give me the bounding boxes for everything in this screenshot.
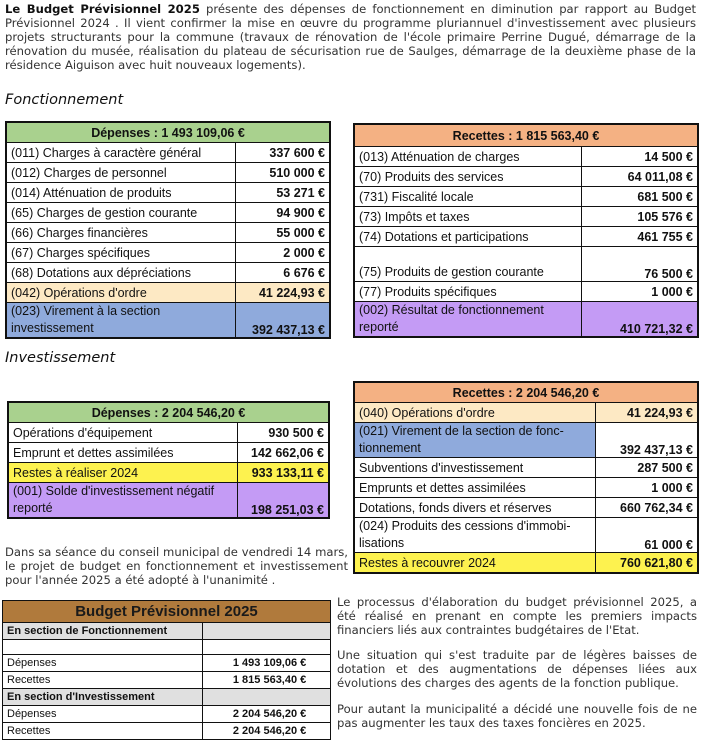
row-value: 930 500 € bbox=[238, 423, 330, 443]
row-label: Opérations d'équipement bbox=[8, 423, 238, 443]
row-label: (70) Produits des services bbox=[354, 167, 582, 187]
row-label: (68) Dotations aux dépréciations bbox=[6, 263, 236, 283]
table-row bbox=[6, 203, 330, 223]
row-label: (731) Fiscalité locale bbox=[354, 187, 582, 207]
fonct-recettes-title: Recettes : 1 815 563,40 € bbox=[354, 124, 698, 147]
row-label: (66) Charges financières bbox=[6, 223, 236, 243]
table-row bbox=[3, 706, 331, 723]
row-value: 94 900 € bbox=[236, 203, 331, 223]
table-row bbox=[354, 187, 698, 207]
row-value: 6 676 € bbox=[236, 263, 331, 283]
heading-fonctionnement: Fonctionnement bbox=[5, 92, 124, 108]
right-paragraph-3: Pour autant la municipalité a décidé une nouvelle fois de ne pas augmenter les taux des taxes foncières en 2025. bbox=[337, 702, 697, 730]
table-row bbox=[354, 498, 698, 518]
row-value: 933 133,11 € bbox=[238, 463, 330, 483]
table-row bbox=[6, 283, 330, 303]
table-row bbox=[3, 723, 331, 740]
table-row bbox=[354, 458, 698, 478]
budget-summary-table bbox=[2, 600, 331, 740]
fonct-depenses-title: Dépenses : 1 493 109,06 € bbox=[6, 122, 330, 143]
row-value: 287 500 € bbox=[596, 458, 699, 478]
row-label: Subventions d'investissement bbox=[354, 458, 596, 478]
row-label: (014) Atténuation de produits bbox=[6, 183, 236, 203]
right-paragraph-2: Une situation qui s'est traduite par de légères baisses de dotation et des augmentations de dépenses liées aux évolutions des charges des agents de la fonction publique. bbox=[337, 648, 697, 690]
invest-recettes-title: Recettes : 2 204 546,20 € bbox=[354, 382, 698, 403]
right-paragraph-1: Le processus d'élaboration du budget prévisionnel 2025, a été réalisé en prenant en compte les premiers impacts financiers liés aux contraintes budgétaires de l'Etat. bbox=[337, 595, 697, 637]
row-label: (012) Charges de personnel bbox=[6, 163, 236, 183]
summary-title: Budget Prévisionnel 2025 bbox=[3, 601, 331, 623]
conseil-paragraph: Dans sa séance du conseil municipal de vendredi 14 mars, le projet de budget en fonctionnement et investissement pour l'année 2025 a été adopté à l'unanimité . bbox=[5, 545, 348, 587]
row-label: Restes à réaliser 2024 bbox=[8, 463, 238, 483]
table-row bbox=[6, 243, 330, 263]
heading-investissement: Investissement bbox=[5, 350, 116, 366]
row-label: Recettes bbox=[3, 723, 203, 740]
row-value: 337 600 € bbox=[236, 143, 331, 163]
table-row bbox=[354, 247, 698, 282]
row-label: (77) Produits spécifiques bbox=[354, 282, 582, 302]
section-label: En section d'Investissement bbox=[3, 689, 203, 706]
row-value: 64 011,08 € bbox=[582, 167, 699, 187]
row-label: Dépenses bbox=[3, 655, 203, 672]
row-value: 1 815 563,40 € bbox=[202, 672, 330, 689]
table-row bbox=[6, 223, 330, 243]
table-row bbox=[354, 423, 698, 458]
table-row bbox=[354, 227, 698, 247]
row-label: Restes à recouvrer 2024 bbox=[354, 553, 596, 574]
row-label: (002) Résultat de fonctionnement reporté bbox=[354, 302, 582, 338]
row-label: Dotations, fonds divers et réserves bbox=[354, 498, 596, 518]
table-row bbox=[8, 463, 329, 483]
row-value: 410 721,32 € bbox=[582, 302, 699, 338]
row-value: 2 000 € bbox=[236, 243, 331, 263]
row-value bbox=[202, 623, 330, 640]
table-row bbox=[3, 640, 331, 655]
table-row bbox=[354, 167, 698, 187]
table-row bbox=[8, 423, 329, 443]
table-row bbox=[6, 143, 330, 163]
row-label: (65) Charges de gestion courante bbox=[6, 203, 236, 223]
row-label: (040) Opérations d'ordre bbox=[354, 403, 596, 423]
row-value: 142 662,06 € bbox=[238, 443, 330, 463]
row-value: 392 437,13 € bbox=[236, 303, 331, 339]
intro-bold: Le Budget Prévisionnel 2025 bbox=[5, 2, 200, 16]
table-row bbox=[354, 207, 698, 227]
row-value: 53 271 € bbox=[236, 183, 331, 203]
row-label: (042) Opérations d'ordre bbox=[6, 283, 236, 303]
row-label: Emprunts et dettes assimilées bbox=[354, 478, 596, 498]
table-row bbox=[8, 483, 329, 519]
row-value: 461 755 € bbox=[582, 227, 699, 247]
row-value: 1 493 109,06 € bbox=[202, 655, 330, 672]
table-row bbox=[354, 478, 698, 498]
table-row bbox=[354, 147, 698, 167]
table-row bbox=[3, 689, 331, 706]
intro-paragraph bbox=[5, 2, 696, 72]
row-label: (75) Produits de gestion courante bbox=[354, 247, 582, 282]
table-row bbox=[354, 302, 698, 338]
row-value: 392 437,13 € bbox=[596, 423, 699, 458]
row-value: 660 762,34 € bbox=[596, 498, 699, 518]
row-value: 55 000 € bbox=[236, 223, 331, 243]
row-value: 681 500 € bbox=[582, 187, 699, 207]
row-value: 760 621,80 € bbox=[596, 553, 699, 574]
table-row bbox=[6, 263, 330, 283]
row-label: (024) Produits des cessions d'immobi-lisations bbox=[354, 518, 596, 553]
table-row bbox=[354, 282, 698, 302]
table-row bbox=[354, 518, 698, 553]
row-value: 41 224,93 € bbox=[236, 283, 331, 303]
invest-depenses-table bbox=[7, 401, 330, 519]
row-label: Dépenses bbox=[3, 706, 203, 723]
row-label: (013) Atténuation de charges bbox=[354, 147, 582, 167]
table-row bbox=[6, 183, 330, 203]
row-value: 1 000 € bbox=[582, 282, 699, 302]
invest-depenses-title: Dépenses : 2 204 546,20 € bbox=[8, 402, 329, 423]
table-row bbox=[3, 655, 331, 672]
table-row bbox=[6, 303, 330, 339]
row-label: (67) Charges spécifiques bbox=[6, 243, 236, 263]
section-label: En section de Fonctionnement bbox=[3, 623, 203, 640]
table-row bbox=[3, 672, 331, 689]
row-label: (023) Virement à la section investissement bbox=[6, 303, 236, 339]
row-value: 61 000 € bbox=[596, 518, 699, 553]
row-label: (011) Charges à caractère général bbox=[6, 143, 236, 163]
row-value: 14 500 € bbox=[582, 147, 699, 167]
row-value: 105 576 € bbox=[582, 207, 699, 227]
row-value bbox=[202, 689, 330, 706]
row-label: Emprunt et dettes assimilées bbox=[8, 443, 238, 463]
row-value: 1 000 € bbox=[596, 478, 699, 498]
row-value: 2 204 546,20 € bbox=[202, 723, 330, 740]
row-value: 510 000 € bbox=[236, 163, 331, 183]
table-row bbox=[354, 553, 698, 574]
row-label: (73) Impôts et taxes bbox=[354, 207, 582, 227]
row-value: 41 224,93 € bbox=[596, 403, 699, 423]
table-row bbox=[6, 163, 330, 183]
row-label: (021) Virement de la section de fonc-tionnement bbox=[354, 423, 596, 458]
row-label: Recettes bbox=[3, 672, 203, 689]
row-label: (001) Solde d'investissement négatif reporté bbox=[8, 483, 238, 519]
table-row bbox=[3, 623, 331, 640]
row-value: 2 204 546,20 € bbox=[202, 706, 330, 723]
table-row bbox=[354, 403, 698, 423]
table-row bbox=[8, 443, 329, 463]
fonct-recettes-table bbox=[353, 123, 699, 338]
row-value: 76 500 € bbox=[582, 247, 699, 282]
fonct-depenses-table bbox=[5, 121, 331, 339]
intro-text: présente des dépenses de fonctionnement en diminution par rapport au Budget Prévisionnel 2024 . Il vient confirmer la mise en œuvre du programme pluriannuel d'investissement avec plusieurs projets structurants pour la commune (travaux de rénovation de l'école primaire Perrine Dugué, démarrage de la rénovation du musée, réalisation du plateau de sécurisation rue de Saulges, démarrage de la deuxième phase de la résidence Aiguison avec huit nouveaux logements). bbox=[5, 2, 697, 72]
invest-recettes-table bbox=[353, 381, 699, 574]
row-value: 198 251,03 € bbox=[238, 483, 330, 519]
row-label: (74) Dotations et participations bbox=[354, 227, 582, 247]
